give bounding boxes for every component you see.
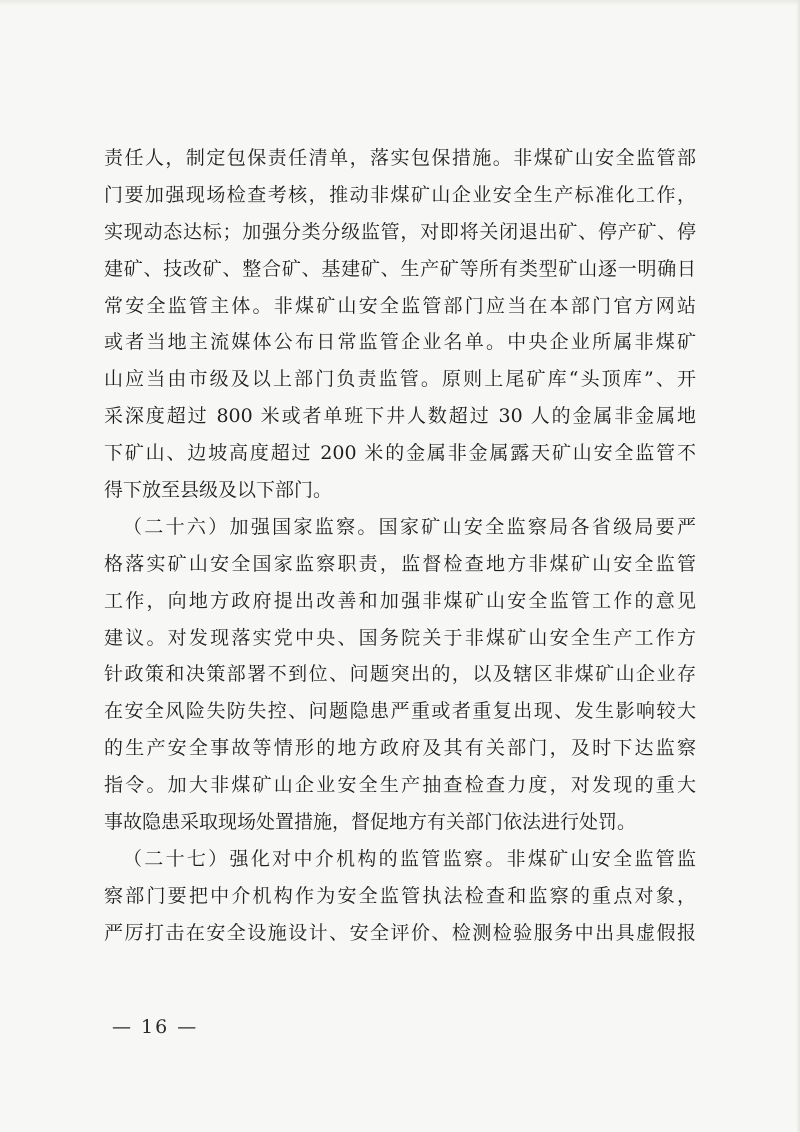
text-line: 察部门要把中介机构作为安全监管执法检查和监察的重点对象， <box>104 884 696 907</box>
text-line: 在安全风险失防失控、问题隐患严重或者重复出现、发生影响较大 <box>104 700 696 723</box>
text-line: 工作，向地方政府提出改善和加强非煤矿山安全监管工作的意见 <box>104 589 696 612</box>
text-line: 建议。对发现落实党中央、国务院关于非煤矿山安全生产工作方 <box>104 626 696 649</box>
text-line: 门要加强现场检查考核，推动非煤矿山企业安全生产标准化工作， <box>104 183 696 206</box>
text-line: 格落实矿山安全国家监察职责，监督检查地方非煤矿山安全监管 <box>104 552 696 575</box>
text-line: 建矿、技改矿、整合矿、基建矿、生产矿等所有类型矿山逐一明确日 <box>104 257 696 280</box>
scan-edge-top <box>0 0 800 6</box>
page-number: — 16 — <box>112 1016 199 1038</box>
text-line: 的生产安全事故等情形的地方政府及其有关部门，及时下达监察 <box>104 737 696 760</box>
body-text <box>104 140 696 952</box>
text-line: 下矿山、边坡高度超过 200 米的金属非金属露天矿山安全监管不 <box>104 442 696 465</box>
text-line: 严厉打击在安全设施设计、安全评价、检测检验服务中出具虚假报 <box>104 921 696 944</box>
paragraph-start-line: （二十六）加强国家监察。国家矿山安全监察局各省级局要严 <box>123 515 696 538</box>
text-line: 事故隐患采取现场处置措施，督促地方有关部门依法进行处罚。 <box>104 811 637 834</box>
text-line: 指令。加大非煤矿山企业安全生产抽查检查力度，对发现的重大 <box>104 774 696 797</box>
text-line: 实现动态达标；加强分类分级监管，对即将关闭退出矿、停产矿、停 <box>104 220 696 243</box>
text-line: 得下放至县级及以下部门。 <box>104 479 333 502</box>
text-line: 采深度超过 800 米或者单班下井人数超过 30 人的金属非金属地 <box>104 405 696 428</box>
paragraph-start-line: （二十七）强化对中介机构的监管监察。非煤矿山安全监管监 <box>123 847 696 870</box>
text-line: 针政策和决策部署不到位、问题突出的，以及辖区非煤矿山企业存 <box>104 663 696 686</box>
text-line: 责任人，制定包保责任清单，落实包保措施。非煤矿山安全监管部 <box>104 147 696 169</box>
text-line: 山应当由市级及以上部门负责监管。原则上尾矿库“头顶库”、开 <box>104 368 696 391</box>
text-line: 或者当地主流媒体公布日常监管企业名单。中央企业所属非煤矿 <box>104 331 696 354</box>
scan-edge-right <box>796 0 800 1132</box>
text-line: 常安全监管主体。非煤矿山安全监管部门应当在本部门官方网站 <box>104 294 696 317</box>
